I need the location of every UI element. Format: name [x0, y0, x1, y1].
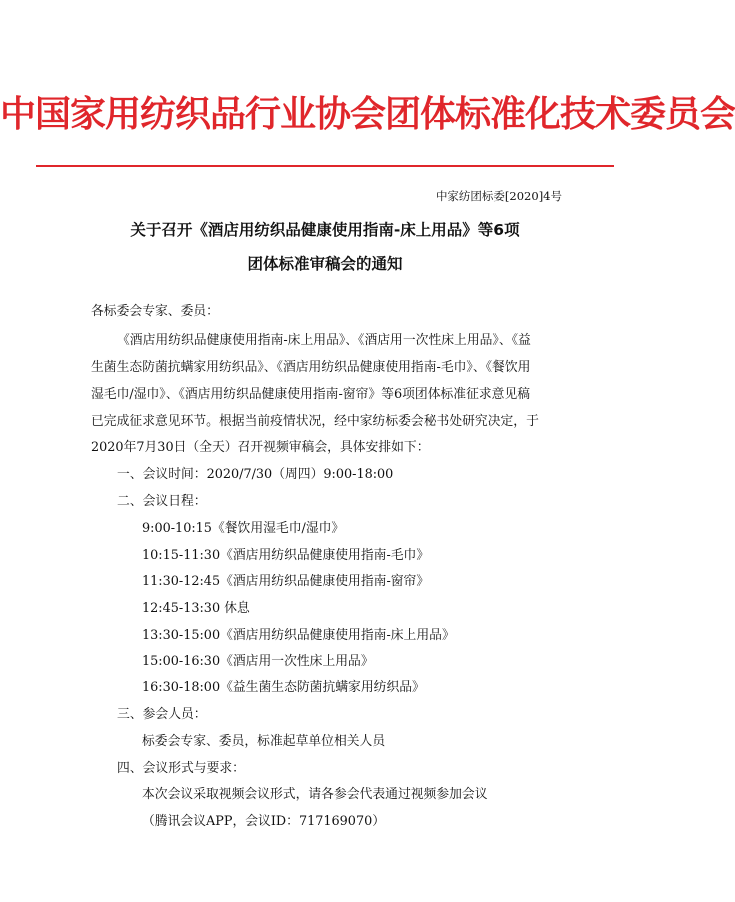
- letterhead-rule: [36, 165, 614, 167]
- agenda-item: 15:00-16:30《酒店用一次性床上用品》: [142, 654, 374, 669]
- meeting-id-text: （腾讯会议APP，会议ID：717169070）: [142, 814, 386, 829]
- body-line: 已完成征求意见环节。根据当前疫情状况，经中家纺标委会秘书处研究决定，于: [91, 414, 539, 429]
- section-meeting-time: 一、会议时间：2020/7/30（周四）9:00-18:00: [117, 467, 394, 482]
- section-format-heading: 四、会议形式与要求：: [117, 761, 245, 776]
- agenda-item: 16:30-18:00《益生菌生态防菌抗螨家用纺织品》: [142, 680, 425, 695]
- agenda-item: 11:30-12:45《酒店用纺织品健康使用指南-窗帘》: [142, 574, 430, 589]
- section-attendees-heading: 三、参会人员：: [117, 707, 207, 722]
- agenda-item: 10:15-11:30《酒店用纺织品健康使用指南-毛巾》: [142, 548, 430, 563]
- body-line: 生菌生态防菌抗螨家用纺织品》、《酒店用纺织品健康使用指南-毛巾》、《餐饮用: [91, 360, 531, 375]
- attendees-text: 标委会专家、委员，标准起草单位相关人员: [142, 734, 386, 749]
- notice-title-line-1: 关于召开《酒店用纺织品健康使用指南-床上用品》等6项: [130, 221, 520, 239]
- body-line: 《酒店用纺织品健康使用指南-床上用品》、《酒店用一次性床上用品》、《益: [117, 333, 531, 348]
- notice-title-line-2: 团体标准审稿会的通知: [247, 255, 403, 273]
- document-number: 中家纺团标委[2020]4号: [435, 189, 562, 203]
- body-line: 湿毛巾/湿巾》、《酒店用纺织品健康使用指南-窗帘》等6项团体标准征求意见稿: [91, 387, 531, 402]
- agenda-item: 9:00-10:15《餐饮用湿毛巾/湿巾》: [142, 521, 345, 536]
- section-agenda-heading: 二、会议日程：: [117, 494, 207, 509]
- format-text: 本次会议采取视频会议形式，请各参会代表通过视频参加会议: [142, 787, 488, 802]
- agenda-item: 12:45-13:30 休息: [142, 601, 250, 616]
- letterhead-title: 中国家用纺织品行业协会团体标准化技术委员会: [0, 94, 735, 135]
- body-line: 2020年7月30日（全天）召开视频审稿会，具体安排如下：: [91, 440, 430, 455]
- agenda-item: 13:30-15:00《酒店用纺织品健康使用指南-床上用品》: [142, 628, 455, 643]
- salutation: 各标委会专家、委员：: [91, 304, 219, 319]
